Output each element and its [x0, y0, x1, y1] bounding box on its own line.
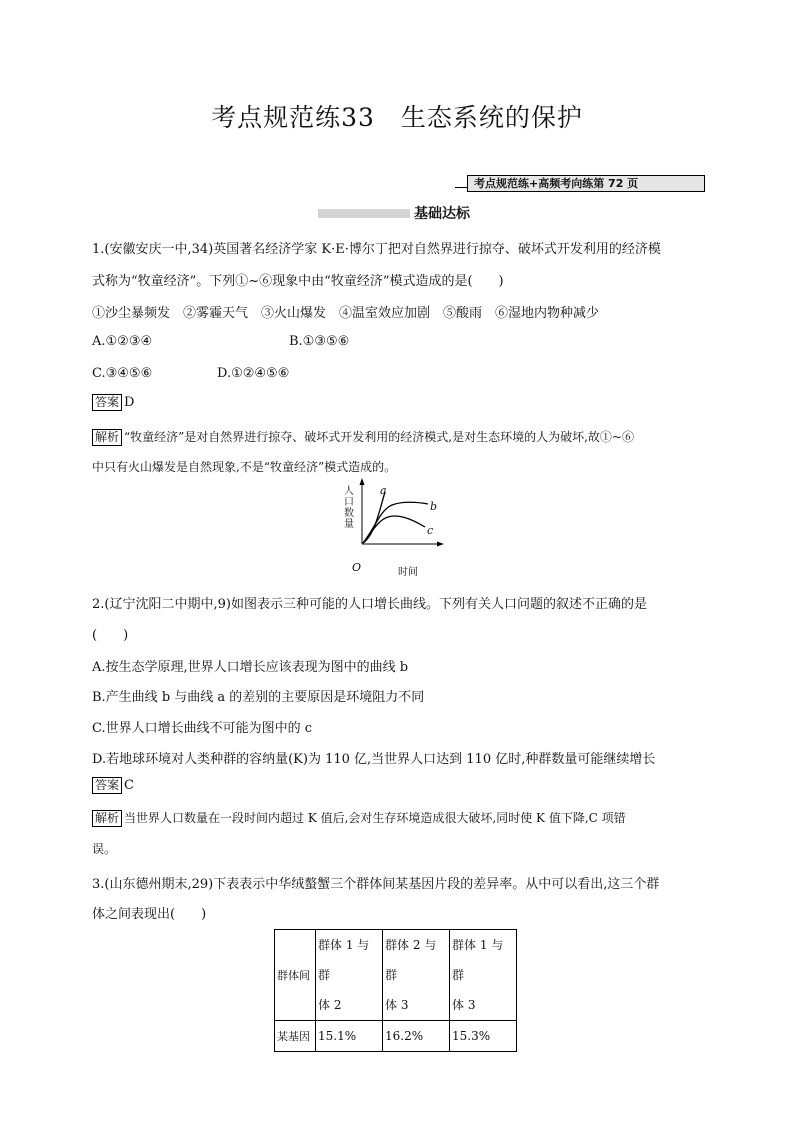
analysis-text: 当世界人口数量在一段时间内超过 K 值后,会对生存环境造成很大破坏,同时使 K 值下降,C 项错 — [124, 811, 626, 825]
figure-origin-label: O — [352, 561, 362, 574]
reference-box: 考点规范练+高频考向练第 72 页 — [467, 175, 705, 192]
table-cell-3: 15.3% — [450, 1021, 517, 1052]
q1-stem-line1: 1.(安徽安庆一中,34)英国著名经济学家 K·E·博尔丁把对自然界进行掠夺、破坏式开发利用的经济模 — [92, 242, 661, 257]
q2-answer — [92, 777, 134, 794]
q2-analysis-line1 — [92, 809, 626, 827]
q1-answer — [92, 394, 134, 411]
q1-option-b: B.①③⑤⑥ — [289, 334, 350, 349]
table-row-label: 某基因 — [275, 1021, 316, 1052]
section-title: 基础达标 — [414, 206, 470, 222]
figure-y-label: 人口数量 — [344, 486, 354, 530]
x-axis-arrow — [437, 542, 444, 547]
q2-option-a: A.按生态学原理,世界人口增长应该表现为图中的曲线 b — [92, 660, 409, 675]
q1-analysis-line1 — [92, 428, 634, 446]
q2-option-c: C.世界人口增长曲线不可能为图中的 c — [92, 721, 313, 736]
curve-c-label: c — [427, 524, 434, 537]
y-axis-arrow — [360, 478, 365, 485]
q1-option-d: D.①②④⑤⑥ — [217, 366, 290, 381]
q2-option-b: B.产生曲线 b 与曲线 a 的差别的主要原因是环境阻力不同 — [92, 690, 425, 705]
table-cell-2: 16.2% — [383, 1021, 450, 1052]
page-title: 考点规范练33 生态系统的保护 — [211, 103, 583, 132]
figure-x-label: 时间 — [398, 567, 418, 578]
table-corner-cell: 群体间 — [275, 930, 316, 1021]
gene-difference-table — [274, 929, 517, 1052]
curve-a-label: a — [380, 484, 387, 497]
q1-option-c: C.③④⑤⑥ — [92, 366, 153, 381]
q1-stem-line2: 式称为“牧童经济”。下列①~⑥现象中由“牧童经济”模式造成的是( ) — [92, 274, 504, 289]
answer-value: D — [124, 395, 135, 410]
analysis-text: “牧童经济”是对自然界进行掠夺、破坏式开发利用的经济模式,是对生态环境的人为破坏,故①~⑥ — [124, 430, 634, 444]
table-header-2: 群体 2 与群 体 3 — [383, 930, 450, 1021]
q3-stem-line2: 体之间表现出( ) — [92, 907, 207, 922]
q3-stem-line1: 3.(山东德州期末,29)下表表示中华绒螯蟹三个群体间某基因片段的差异率。从中可以看出,这三个群 — [92, 877, 660, 892]
analysis-tag: 解析 — [92, 810, 122, 827]
analysis-tag: 解析 — [92, 429, 122, 446]
q2-stem-line1: 2.(辽宁沈阳二中期中,9)如图表示三种可能的人口增长曲线。下列有关人口问题的叙述不正确的是 — [92, 597, 647, 612]
q1-analysis-line2: 中只有火山爆发是自然现象,不是“牧童经济”模式造成的。 — [92, 460, 397, 474]
answer-tag: 答案 — [92, 394, 122, 411]
curve-a-line — [363, 492, 385, 543]
q2-analysis-line2: 误。 — [92, 842, 117, 856]
answer-value: C — [124, 778, 134, 793]
section-decor-bar — [318, 209, 410, 218]
answer-tag: 答案 — [92, 777, 122, 794]
q1-items: ①沙尘暴频发 ②雾霾天气 ③火山爆发 ④温室效应加剧 ⑤酸雨 ⑥湿地内物种减少 — [92, 306, 600, 321]
q1-option-a: A.①②③④ — [92, 334, 153, 349]
curve-b-label: b — [430, 500, 438, 513]
q2-option-d: D.若地球环境对人类种群的容纳量(K)为 110 亿,当世界人口达到 110 亿时,种群数量可能继续增长 — [92, 752, 656, 767]
table-cell-1: 15.1% — [316, 1021, 383, 1052]
q2-stem-line2: ( ) — [92, 628, 129, 643]
table-header-1: 群体 1 与群 体 2 — [316, 930, 383, 1021]
table-header-3: 群体 1 与群 体 3 — [450, 930, 517, 1021]
